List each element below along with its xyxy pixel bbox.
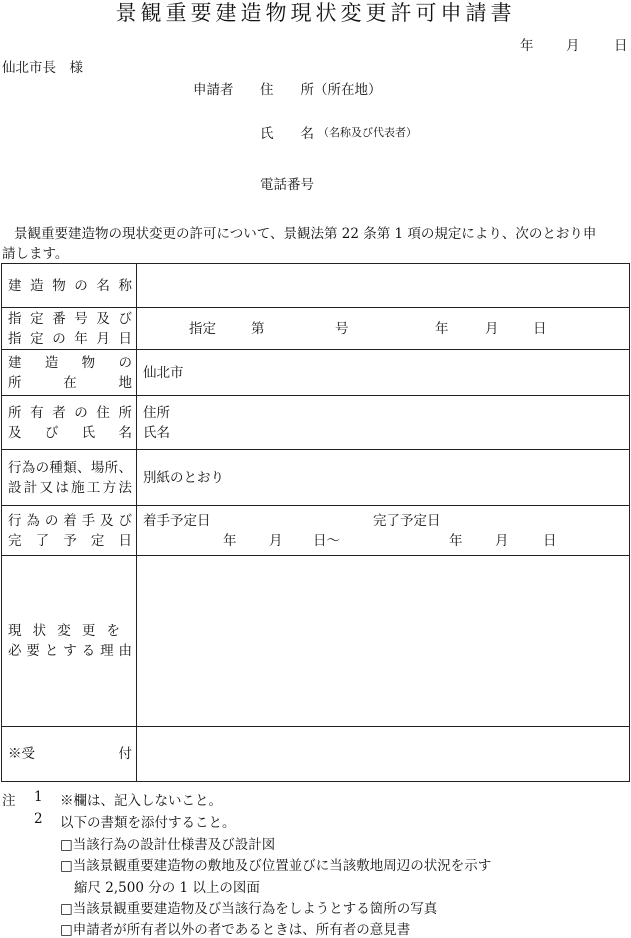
attachment-item-continued: 縮尺 2,500 分の 1 以上の図面	[74, 880, 260, 896]
designation-year: 年	[435, 320, 449, 337]
building-name-field[interactable]	[137, 264, 630, 308]
table-row	[2, 350, 630, 396]
reason-field[interactable]	[137, 556, 630, 727]
note-1-text: ※欄は、記入しないこと。	[60, 793, 222, 809]
end-day: 日	[543, 532, 557, 549]
location-value: 仙北市	[143, 364, 184, 381]
row-label-schedule: 行為の着手及び 完了予定日	[2, 506, 137, 556]
table-row	[2, 396, 630, 450]
start-date-label: 着手予定日	[143, 512, 211, 529]
notes-prefix: 注	[2, 793, 16, 809]
intro-line-2: 請します。	[2, 246, 69, 262]
name-note: （名称及び代表者）	[318, 126, 417, 139]
note-2-number: 2	[34, 811, 43, 827]
document-title: 景観重要建造物現状変更許可申請書	[115, 1, 516, 25]
date-year: 年	[520, 38, 534, 54]
application-table	[1, 263, 630, 782]
activity-field[interactable]	[137, 450, 630, 506]
date-day: 日	[614, 38, 628, 54]
row-label-reason: 現状変更を 必要とする理由	[2, 556, 137, 727]
addressee: 仙北市長 様	[2, 60, 83, 76]
table-row	[2, 556, 630, 727]
attachment-item: □申請者が所有者以外の者であるときは、所有者の意見書	[60, 922, 411, 938]
owner-field[interactable]	[137, 396, 630, 450]
end-year: 年	[449, 532, 463, 549]
start-day: 日～	[313, 532, 340, 549]
end-month: 月	[495, 532, 509, 549]
designation-day: 日	[533, 320, 547, 337]
owner-name-label: 氏名	[143, 424, 170, 441]
row-label-location: 建造物の 所在地	[2, 350, 137, 396]
row-label-designation: 指定番号及び 指定の年月日	[2, 308, 137, 350]
attachment-item: □当該景観重要建造物及び当該行為をしようとする箇所の写真	[60, 901, 438, 917]
name-label: 氏 名	[260, 126, 314, 142]
table-row	[2, 506, 630, 556]
row-label-reception: ※受 付	[2, 727, 137, 782]
phone-label: 電話番号	[260, 177, 314, 193]
row-label-owner: 所有者の住所 及び氏名	[2, 396, 137, 450]
designation-month: 月	[485, 320, 499, 337]
table-row	[2, 450, 630, 506]
location-field[interactable]	[137, 350, 630, 396]
activity-value: 別紙のとおり	[143, 469, 224, 486]
attachment-item: □当該行為の設計仕様書及び設計図	[60, 837, 276, 853]
table-row	[2, 264, 630, 308]
schedule-field[interactable]	[137, 506, 630, 556]
table-row	[2, 727, 630, 782]
applicant-label: 申請者	[193, 82, 234, 98]
end-date-label: 完了予定日	[373, 512, 441, 529]
address-label: 住 所（所在地）	[260, 82, 382, 98]
date-month: 月	[566, 38, 580, 54]
row-label-building-name: 建造物の名称	[2, 264, 137, 308]
table-row	[2, 308, 630, 350]
start-month: 月	[269, 532, 283, 549]
shitei-text: 指定	[189, 320, 216, 337]
go-text: 号	[335, 320, 349, 337]
row-label-activity: 行為の種類、場所、 設計又は施工方法	[2, 450, 137, 506]
dai-text: 第	[251, 320, 265, 337]
owner-address-label: 住所	[143, 404, 170, 421]
start-year: 年	[223, 532, 237, 549]
designation-field[interactable]	[137, 308, 630, 350]
note-2-text: 以下の書類を添付すること。	[60, 815, 236, 831]
intro-line-1: 景観重要建造物の現状変更の許可について、景観法第 22 条第 1 項の規定により、次のとおり申	[14, 226, 597, 242]
note-1-number: 1	[34, 789, 43, 805]
reception-field	[137, 727, 630, 782]
attachment-item: □当該景観重要建造物の敷地及び位置並びに当該敷地周辺の状況を示す	[60, 858, 492, 874]
